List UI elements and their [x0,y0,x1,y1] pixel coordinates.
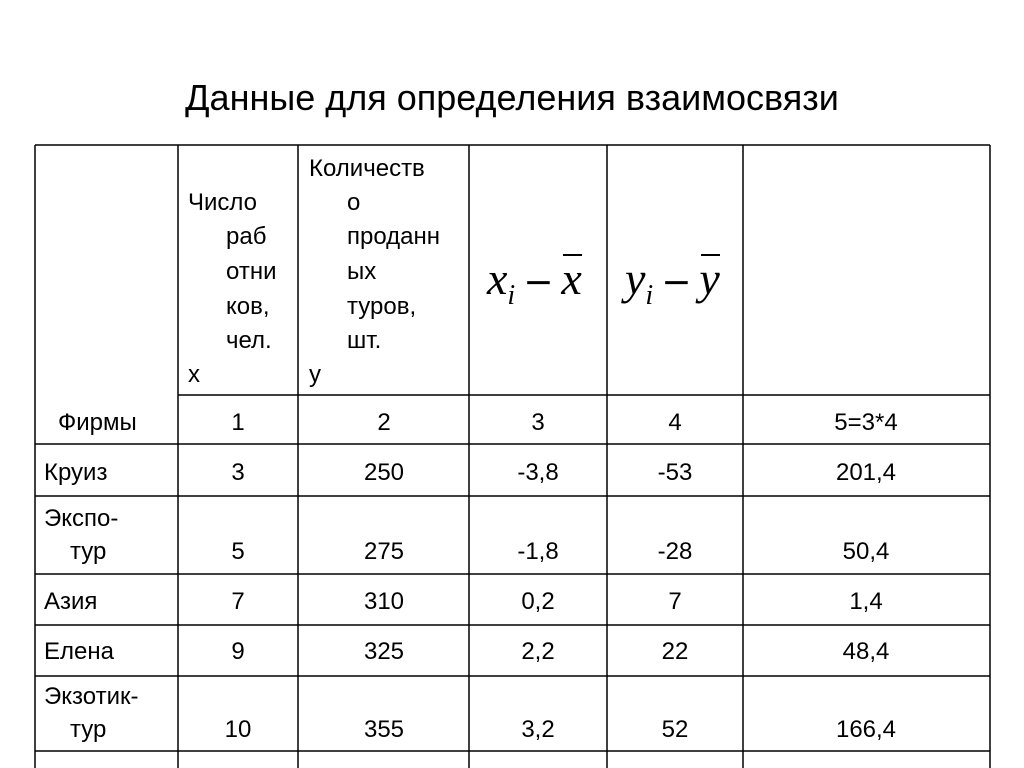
header-line: х [188,361,200,388]
cell-x: 9 [231,638,245,665]
cell-x: 7 [231,588,245,615]
cell-product: 201,4 [835,459,897,486]
cell-y: 275 [363,538,405,565]
cell-x: 3 [231,459,245,486]
cell-dx: -1,8 [517,538,559,565]
header-line: о [347,189,361,216]
header-line: раб [226,223,267,250]
cell-dy: 22 [661,638,689,665]
formula-var: y [625,253,646,304]
header-line: проданн [347,223,441,250]
formula-sub: i [645,280,654,311]
formula-mean: x [561,253,582,304]
header-line: туров, [347,293,417,320]
firm-name: Экзотик- [44,683,139,710]
firm-name: тур [70,538,107,565]
cell-product: 50,4 [842,538,890,565]
cell-y: 310 [363,588,405,615]
cell-x: 5 [231,538,245,565]
formula-op: − [523,262,554,303]
firm-name: Экспо- [44,505,119,532]
header-line: чел. [226,327,272,354]
cell-product: 1,4 [849,588,883,615]
header-line: отни [226,258,277,285]
header-firms: Фирмы [58,409,137,436]
header-line: шт. [347,327,382,354]
cell-dx: 3,2 [521,716,555,743]
cell-dx: 2,2 [521,638,555,665]
cell-dy: -28 [657,538,693,565]
cell-y: 355 [363,716,405,743]
cell-dx: -3,8 [517,459,559,486]
formula-y-deviation [625,253,720,311]
column-number: 2 [377,409,391,436]
header-line: у [309,361,321,388]
cell-y: 325 [363,638,405,665]
formula-mean: y [699,253,720,304]
page-title: Данные для определения взаимосвязи [185,77,839,118]
cell-product: 48,4 [842,638,890,665]
cell-dy: 7 [668,588,682,615]
formula-op: − [661,262,692,303]
formula-x-deviation [487,253,582,311]
cell-product: 166,4 [835,716,897,743]
cell-y: 250 [363,459,405,486]
formula-var: x [487,253,508,304]
cell-dy: 52 [661,716,689,743]
column-number: 4 [668,409,682,436]
cell-dx: 0,2 [521,588,555,615]
firm-name: Елена [44,638,114,665]
header-line: Количеств [309,155,425,182]
header-line: ков, [226,293,270,320]
formula-sub: i [507,280,516,311]
column-number: 3 [531,409,545,436]
firm-name: тур [70,716,107,743]
cell-dy: -53 [657,459,693,486]
cell-x: 10 [224,716,252,743]
firm-name: Азия [44,588,98,615]
header-line: Число [188,189,258,216]
header-line: ых [347,258,377,285]
column-number: 1 [231,409,245,436]
firm-name: Круиз [44,459,108,486]
column-number: 5=3*4 [834,409,898,436]
